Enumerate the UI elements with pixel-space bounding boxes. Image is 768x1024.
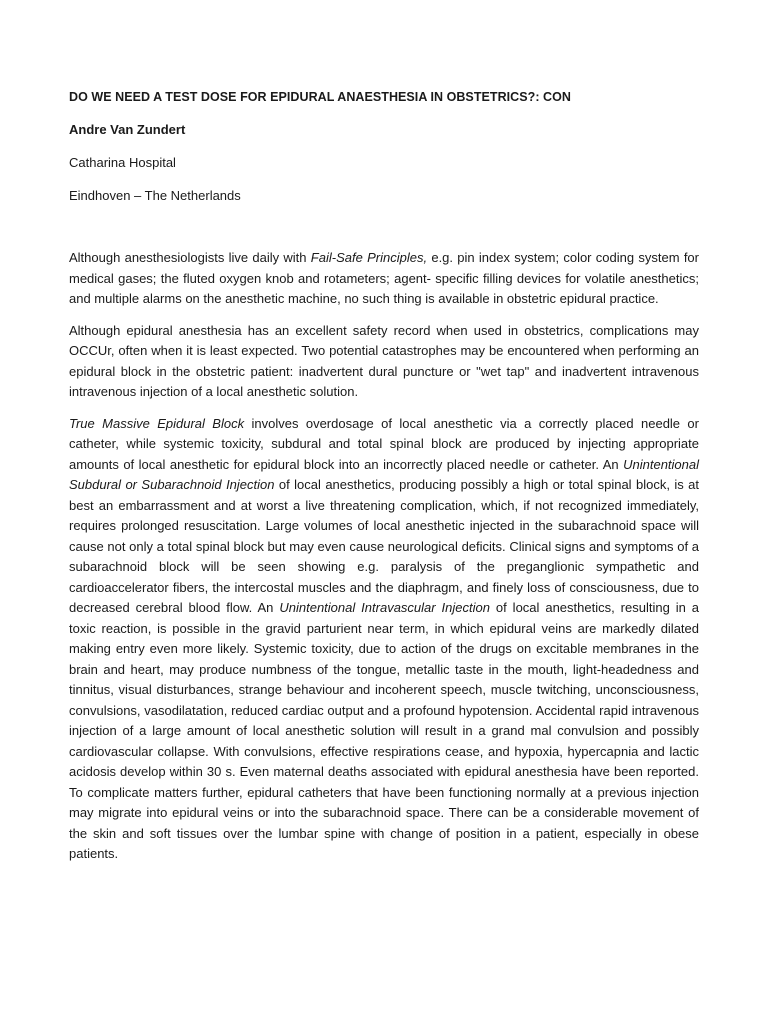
paragraph-catastrophes: Although epidural anesthesia has an excellent safety record when used in obstetrics, complications may OCCUr, often when it is least expected. Two potential catastrophes may be encountered when performing an epidural block in the obstetric patient: inadvertent dural puncture or "wet tap" and inadvertent intravenous intravenous injection of a local anesthetic solution. (69, 322, 699, 399)
italic-term-fail-safe: Fail-Safe Principles, (310, 250, 428, 265)
italic-term-massive-epidural: True Massive Epidural Block (69, 415, 245, 431)
document-page (69, 89, 699, 876)
paragraph-text: Although anesthesiologists live daily with (69, 250, 311, 265)
author-name: Andre Van Zundert (69, 122, 186, 137)
author-location: Eindhoven – The Netherlands (69, 188, 241, 203)
paragraph-text: of local anesthetics, resulting in a toxic reaction, is possible in the gravid parturient near term, in which epidural veins are markedly dilated making entry even more likely. Systemic toxicity, due to action of the drugs on excitable membranes in the brain and heart, may produce numbness of the tongue, metallic taste in the mouth, light-headedness and tinnitus, visual disturbances, strange behaviour and incoherent speech, muscle twitching, unconsciousness, convulsions, vasodilatation, reduced cardiac output and a profound hypotension. Accidental rapid intravenous injection of a large amount of local anesthetic solution will result in a grand mal convulsion and possibly cardiovascular collapse. With convulsions, effective respirations cease, and hypoxia, hypercapnia and lactic acidosis develop within 30 s. Even maternal deaths associated with epidural anesthesia have been reported. To complicate matters further, epidural catheters that have been functioning normally at a previous injection may migrate into epidural veins or into the subarachnoid space. There can be a considerable movement of the skin and soft tissues over the lumbar spine with change of position in a patient, especially in obese patients. (69, 600, 700, 861)
paragraph-text: e.g. pin index system; color coding system for medical gases; the fluted oxygen knob and rotameters; agent- specific filling devices for volatile anesthetics; and multiple alarms on the anesthetic machine, no such thing is available in obstetric epidural practice. (69, 250, 699, 306)
paragraph-complications (69, 414, 699, 865)
paragraph-text: of local anesthetics, producing possibly a high or total spinal block, is at best an embarrassment and at worst a live threatening complication, which, if not recognized immediately, requires prolonged resuscitation. Large volumes of local anesthetic injected in the subarachnoid space will cause not only a total spinal block but may even cause neurological deficits. Clinical signs and symptoms of a subarachnoid block will be seen showing e.g. paralysis of the preganglionic sympathetic and cardioaccelerator fibers, the intercostal muscles and the diaphragm, and finely loss of consciousness, due to decreased cerebral blood flow. An (69, 477, 699, 615)
document-title: DO WE NEED A TEST DOSE FOR EPIDURAL ANAESTHESIA IN OBSTETRICS?: CON (69, 90, 571, 104)
paragraph-text: involves overdosage of local anesthetic via a correctly placed needle or catheter, while systemic toxicity, subdural and total spinal block are produced by injecting appropriate amounts of local anesthetic for epidural block into an incorrectly placed needle or catheter. An (69, 415, 699, 472)
paragraph-fail-safe (69, 248, 699, 310)
italic-term-subdural-injection: Unintentional Subdural or Subarachnoid Injection (69, 456, 699, 492)
author-institution: Catharina Hospital (69, 155, 176, 170)
italic-term-intravascular-injection: Unintentional Intravascular Injection (279, 600, 490, 615)
